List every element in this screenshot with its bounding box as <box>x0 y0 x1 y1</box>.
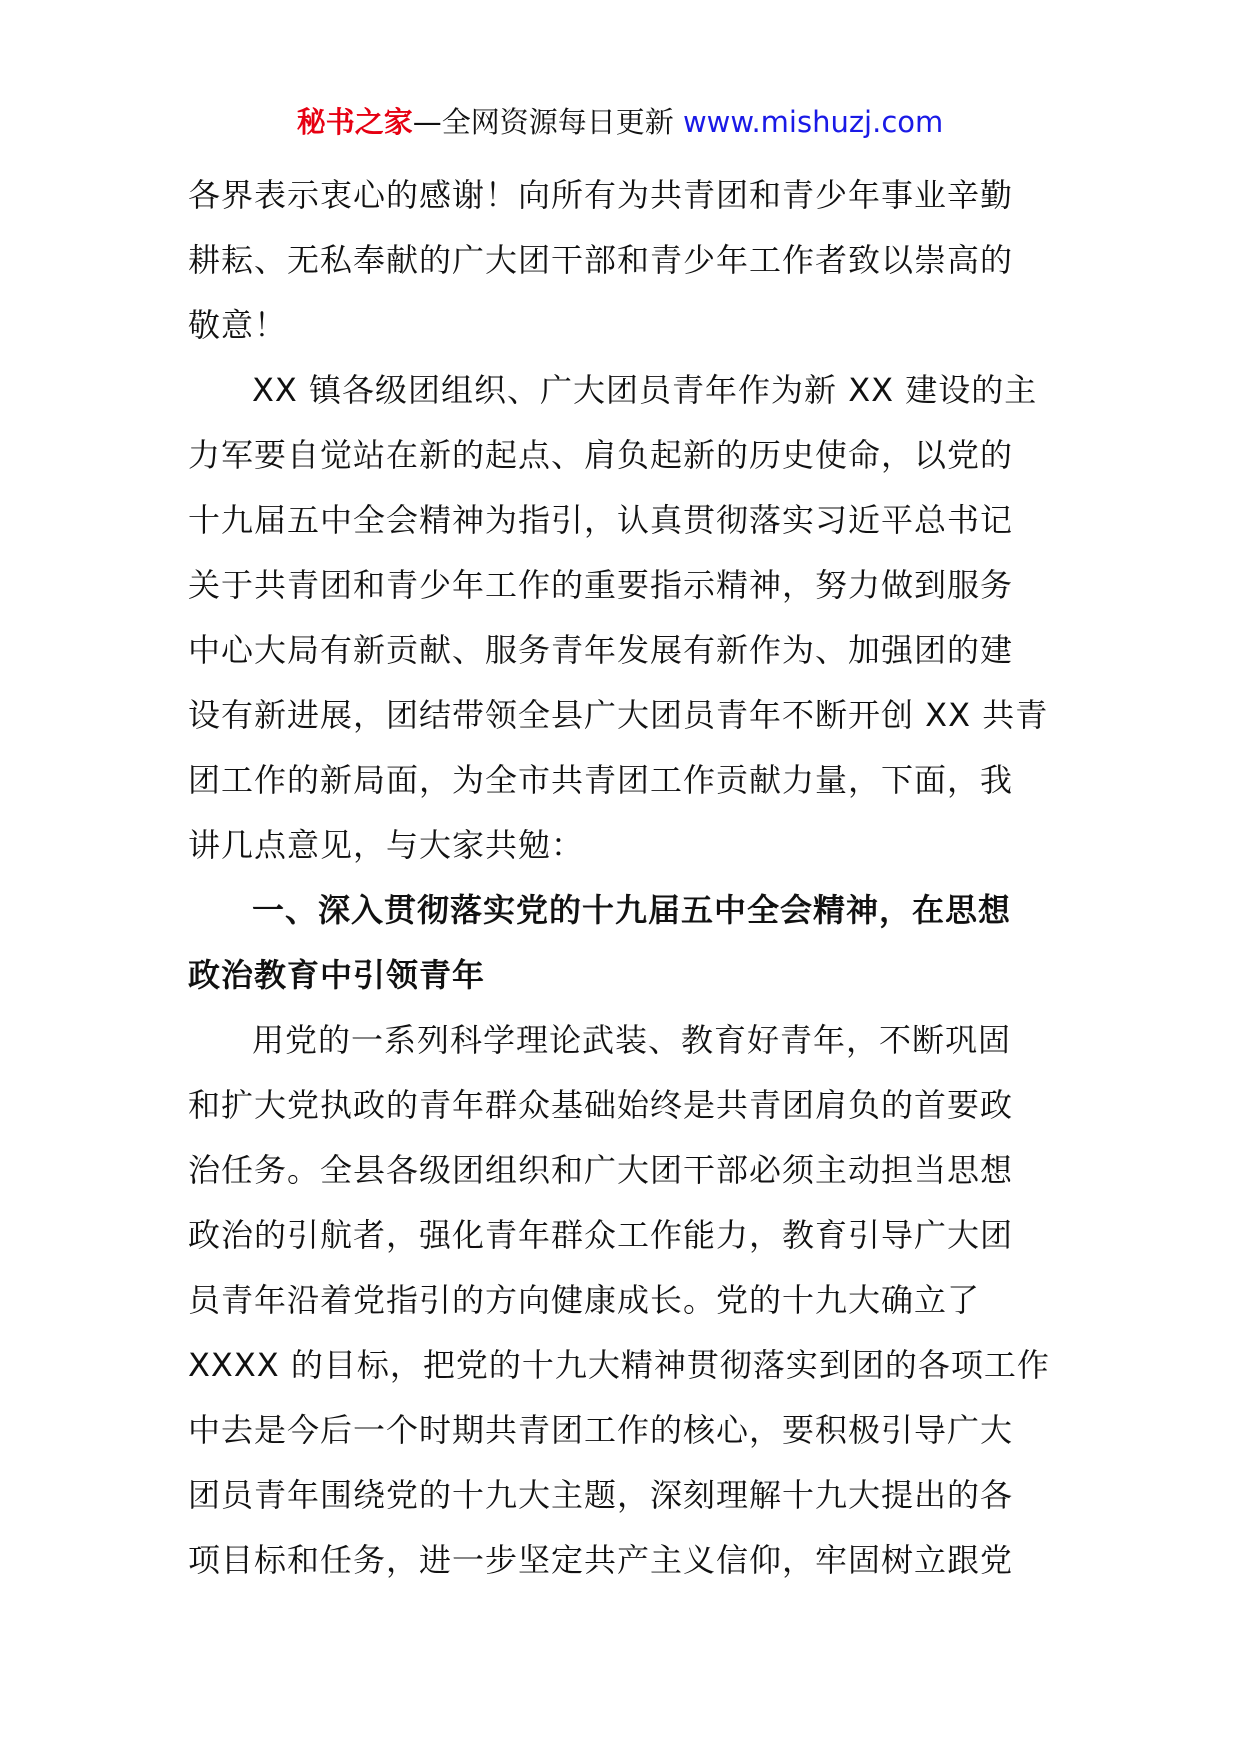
body-line: 中去是今后一个时期共青团工作的核心，要积极引导广大 <box>188 1411 1014 1449</box>
section-heading: 一、深入贯彻落实党的十九届五中全会精神，在思想 <box>252 891 1012 929</box>
body-line: 项目标和任务，进一步坚定共产主义信仰，牢固树立跟党 <box>188 1541 1014 1579</box>
page-header <box>0 100 1240 144</box>
body-line: 力军要自觉站在新的起点、肩负起新的历史使命，以党的 <box>188 436 1014 474</box>
body-line: 耕耘、无私奉献的广大团干部和青少年工作者致以崇高的 <box>188 241 1014 279</box>
body-line: 敬意！ <box>188 306 288 344</box>
body-line: XX 镇各级团组织、广大团员青年作为新 XX 建设的主 <box>252 371 1038 409</box>
body-line: 团工作的新局面，为全市共青团工作贡献力量，下面，我 <box>188 761 1014 799</box>
body-line: XXXX 的目标，把党的十九大精神贯彻落实到团的各项工作 <box>188 1346 1050 1384</box>
body-line: 政治的引航者，强化青年群众工作能力，教育引导广大团 <box>188 1216 1014 1254</box>
body-line: 十九届五中全会精神为指引，认真贯彻落实习近平总书记 <box>188 501 1014 539</box>
body-line: 用党的一系列科学理论武装、教育好青年，不断巩固 <box>252 1021 1012 1059</box>
body-line: 团员青年围绕党的十九大主题，深刻理解十九大提出的各 <box>188 1476 1014 1514</box>
header-brand: 秘书之家 <box>296 105 413 139</box>
document-body <box>188 163 1060 1593</box>
body-line: 和扩大党执政的青年群众基础始终是共青团肩负的首要政 <box>188 1086 1014 1124</box>
body-line: 员青年沿着党指引的方向健康成长。党的十九大确立了 <box>188 1281 981 1319</box>
body-line: 各界表示衷心的感谢！向所有为共青团和青少年事业辛勤 <box>188 176 1014 214</box>
body-line: 讲几点意见，与大家共勉： <box>188 826 585 864</box>
header-url-link[interactable]: www.mishuzj.com <box>682 105 944 139</box>
body-line: 设有新进展，团结带领全县广大团员青年不断开创 XX 共青 <box>188 696 1049 734</box>
body-line: 中心大局有新贡献、服务青年发展有新作为、加强团的建 <box>188 631 1014 669</box>
header-tagline: —全网资源每日更新 <box>412 105 683 139</box>
body-line: 关于共青团和青少年工作的重要指示精神，努力做到服务 <box>188 566 1014 604</box>
section-heading: 政治教育中引领青年 <box>188 956 486 994</box>
body-line: 治任务。全县各级团组织和广大团干部必须主动担当思想 <box>188 1151 1014 1189</box>
